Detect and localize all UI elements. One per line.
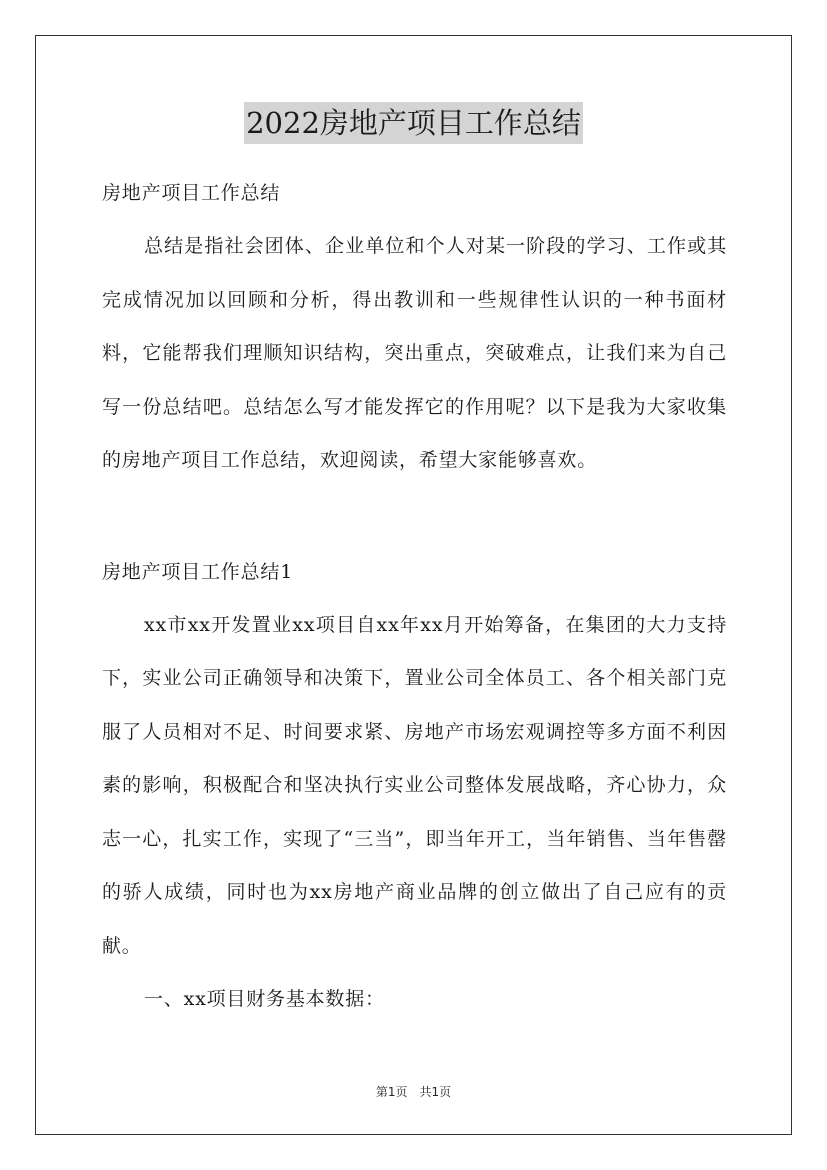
list-item-financial-data: 一、xx项目财务基本数据： [144, 988, 385, 1010]
document-subheading: 房地产项目工作总结 [102, 182, 281, 204]
section-paragraph: xx市xx开发置业xx项目自xx年xx月开始筹备，在集团的大力支持下，实业公司正确领导和决策下，置业公司全体员工、各个相关部门克服了人员相对不足、时间要求紧、房地产市场宏观调控等多方面不利因素的影响，积极配合和坚决执行实业公司整体发展战略，齐心协力，众志一心，扎实工作，实现了“三当”，即当年开工，当年销售、当年售罄的骄人成绩，同时也为xx房地产商业品牌的创立做出了自己应有的贡献。 [102, 613, 727, 957]
page-footer: 第1页 共1页 [375, 1085, 452, 1099]
section-heading: 房地产项目工作总结1 [102, 560, 294, 583]
intro-paragraph: 总结是指社会团体、企业单位和个人对某一阶段的学习、工作或其完成情况加以回顾和分析，得出教训和一些规律性认识的一种书面材料，它能帮我们理顺知识结构，突出重点，突破难点，让我们来为自己写一份总结吧。总结怎么写才能发挥它的作用呢？以下是我为大家收集的房地产项目工作总结，欢迎阅读，希望大家能够喜欢。 [102, 235, 727, 471]
title-container [0, 102, 827, 144]
paragraph-gap [102, 488, 727, 545]
document-title: 2022房地产项目工作总结 [244, 102, 583, 144]
document-body [102, 166, 727, 1027]
